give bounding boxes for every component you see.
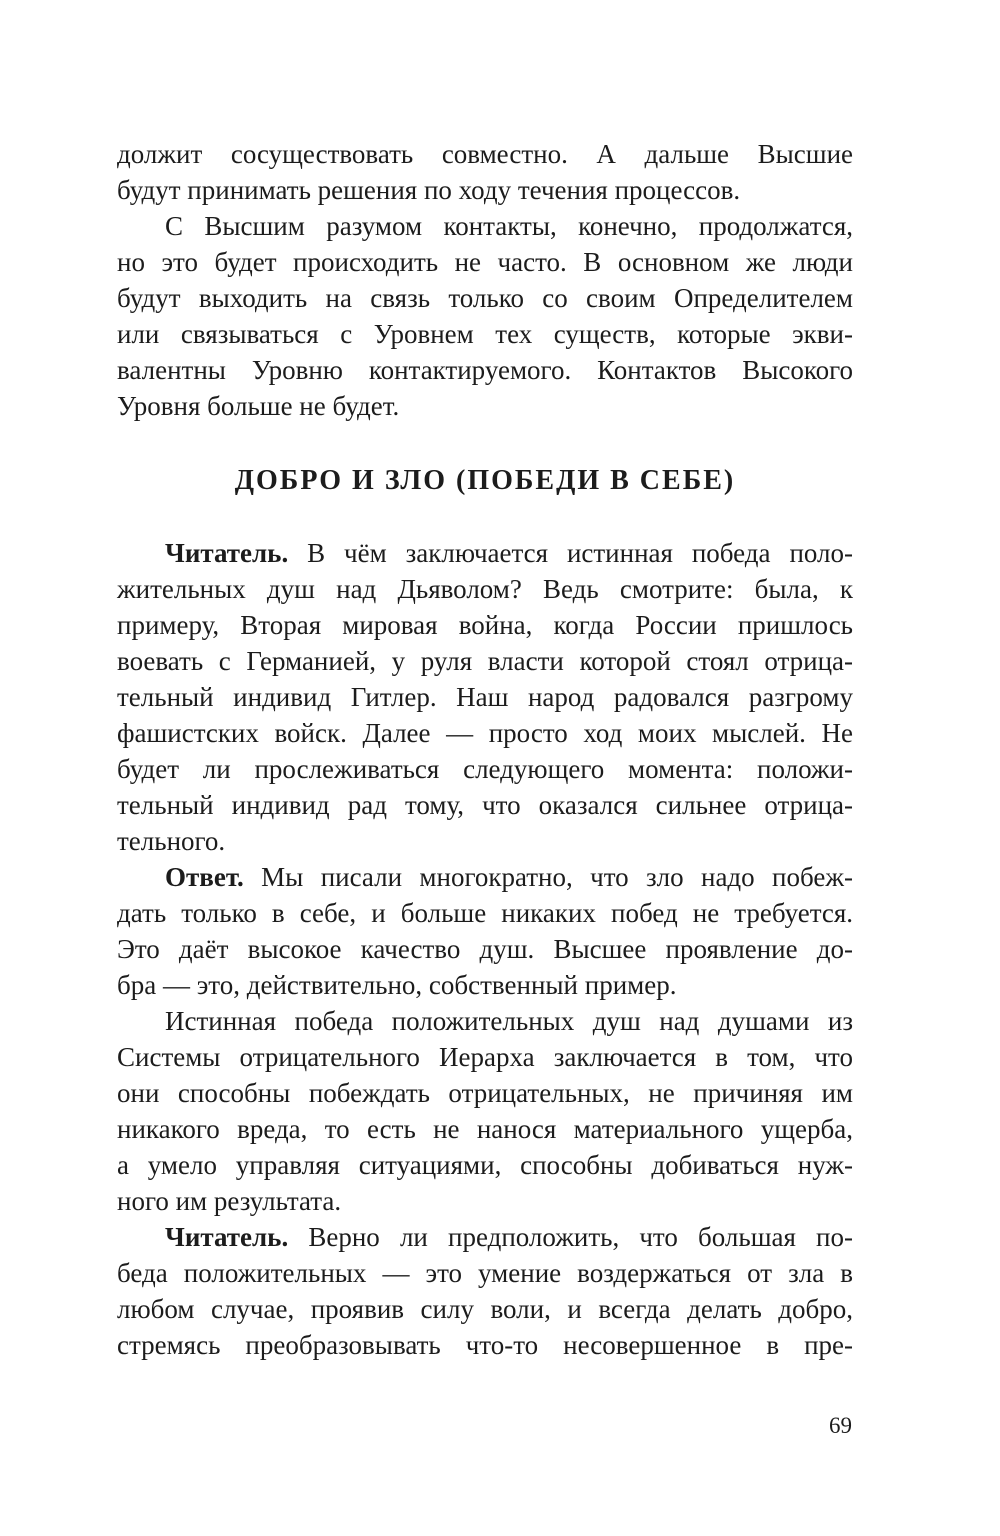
text-line: бра — это, действительно, собственный пример. [117,970,677,1000]
text-line: а умело управляя ситуациями, способны добиваться нуж- [117,1150,853,1180]
text-line: тельного. [117,826,226,856]
text-line: жительных душ над Дьяволом? Ведь смотрите: была, к [117,574,853,604]
text-line: будут принимать решения по ходу течения процессов. [117,175,741,205]
text-line: но это будет происходить не часто. В основном же люди [117,247,853,277]
text-line: Это даёт высокое качество душ. Высшее проявление до- [117,934,853,964]
text-line: тельный индивид Гитлер. Наш народ радовался разгрому [117,682,853,712]
text-line: ного им результата. [117,1186,342,1216]
text-line [117,535,853,571]
text-line: примеру, Вторая мировая война, когда России пришлось [117,610,853,640]
page-number: 69 [829,1413,852,1438]
text-line: будет ли прослеживаться следующего момента: положи- [117,754,853,784]
paragraph-block-top [117,136,853,424]
text-line: дать только в себе, и больше никаких побед не требуется. [117,898,853,928]
text-line: воевать с Германией, у руля власти которой стоял отрица- [117,646,853,676]
speaker-label: Читатель. [165,538,289,568]
text-line: валентны Уровню контактируемого. Контактов Высокого [117,355,853,385]
text-line: они способны побеждать отрицательных, не причиняя им [117,1078,853,1108]
text-line: Истинная победа положительных душ над душами из [165,1006,853,1036]
speaker-label: Читатель. [165,1222,289,1252]
text-segment: Верно ли предположить, что большая по- [288,1222,853,1252]
text-line [117,1219,853,1255]
text-line: никакого вреда, то есть не нанося материального ущерба, [117,1114,853,1144]
text-line: будут выходить на связь только со своим Определителем [117,283,853,313]
text-line: Системы отрицательного Иерарха заключается в том, что [117,1042,853,1072]
text-line: беда положительных — это умение воздержаться от зла в [117,1258,853,1288]
text-line: или связываться с Уровнем тех существ, которые экви- [117,319,853,349]
text-line: фашистских войск. Далее — просто ход моих мыслей. Не [117,718,853,748]
text-line: должит сосуществовать совместно. А дальше Высшие [117,139,853,169]
speaker-label: Ответ. [165,862,244,892]
text-line: стремясь преобразовывать что-то несовершенное в пре- [117,1330,853,1360]
text-line: Уровня больше не будет. [117,391,400,421]
paragraph-block-dialogue [117,535,853,1363]
text-segment: В чём заключается истинная победа поло- [288,538,853,568]
text-line: С Высшим разумом контакты, конечно, продолжатся, [165,211,853,241]
text-line: тельный индивид рад тому, что оказался сильнее отрица- [117,790,853,820]
text-line: любом случае, проявив силу воли, и всегда делать добро, [117,1294,853,1324]
section-heading: ДОБРО И ЗЛО (ПОБЕДИ В СЕБЕ) [234,465,736,496]
text-segment: Мы писали многократно, что зло надо побеж- [243,862,853,892]
text-line [117,859,853,895]
